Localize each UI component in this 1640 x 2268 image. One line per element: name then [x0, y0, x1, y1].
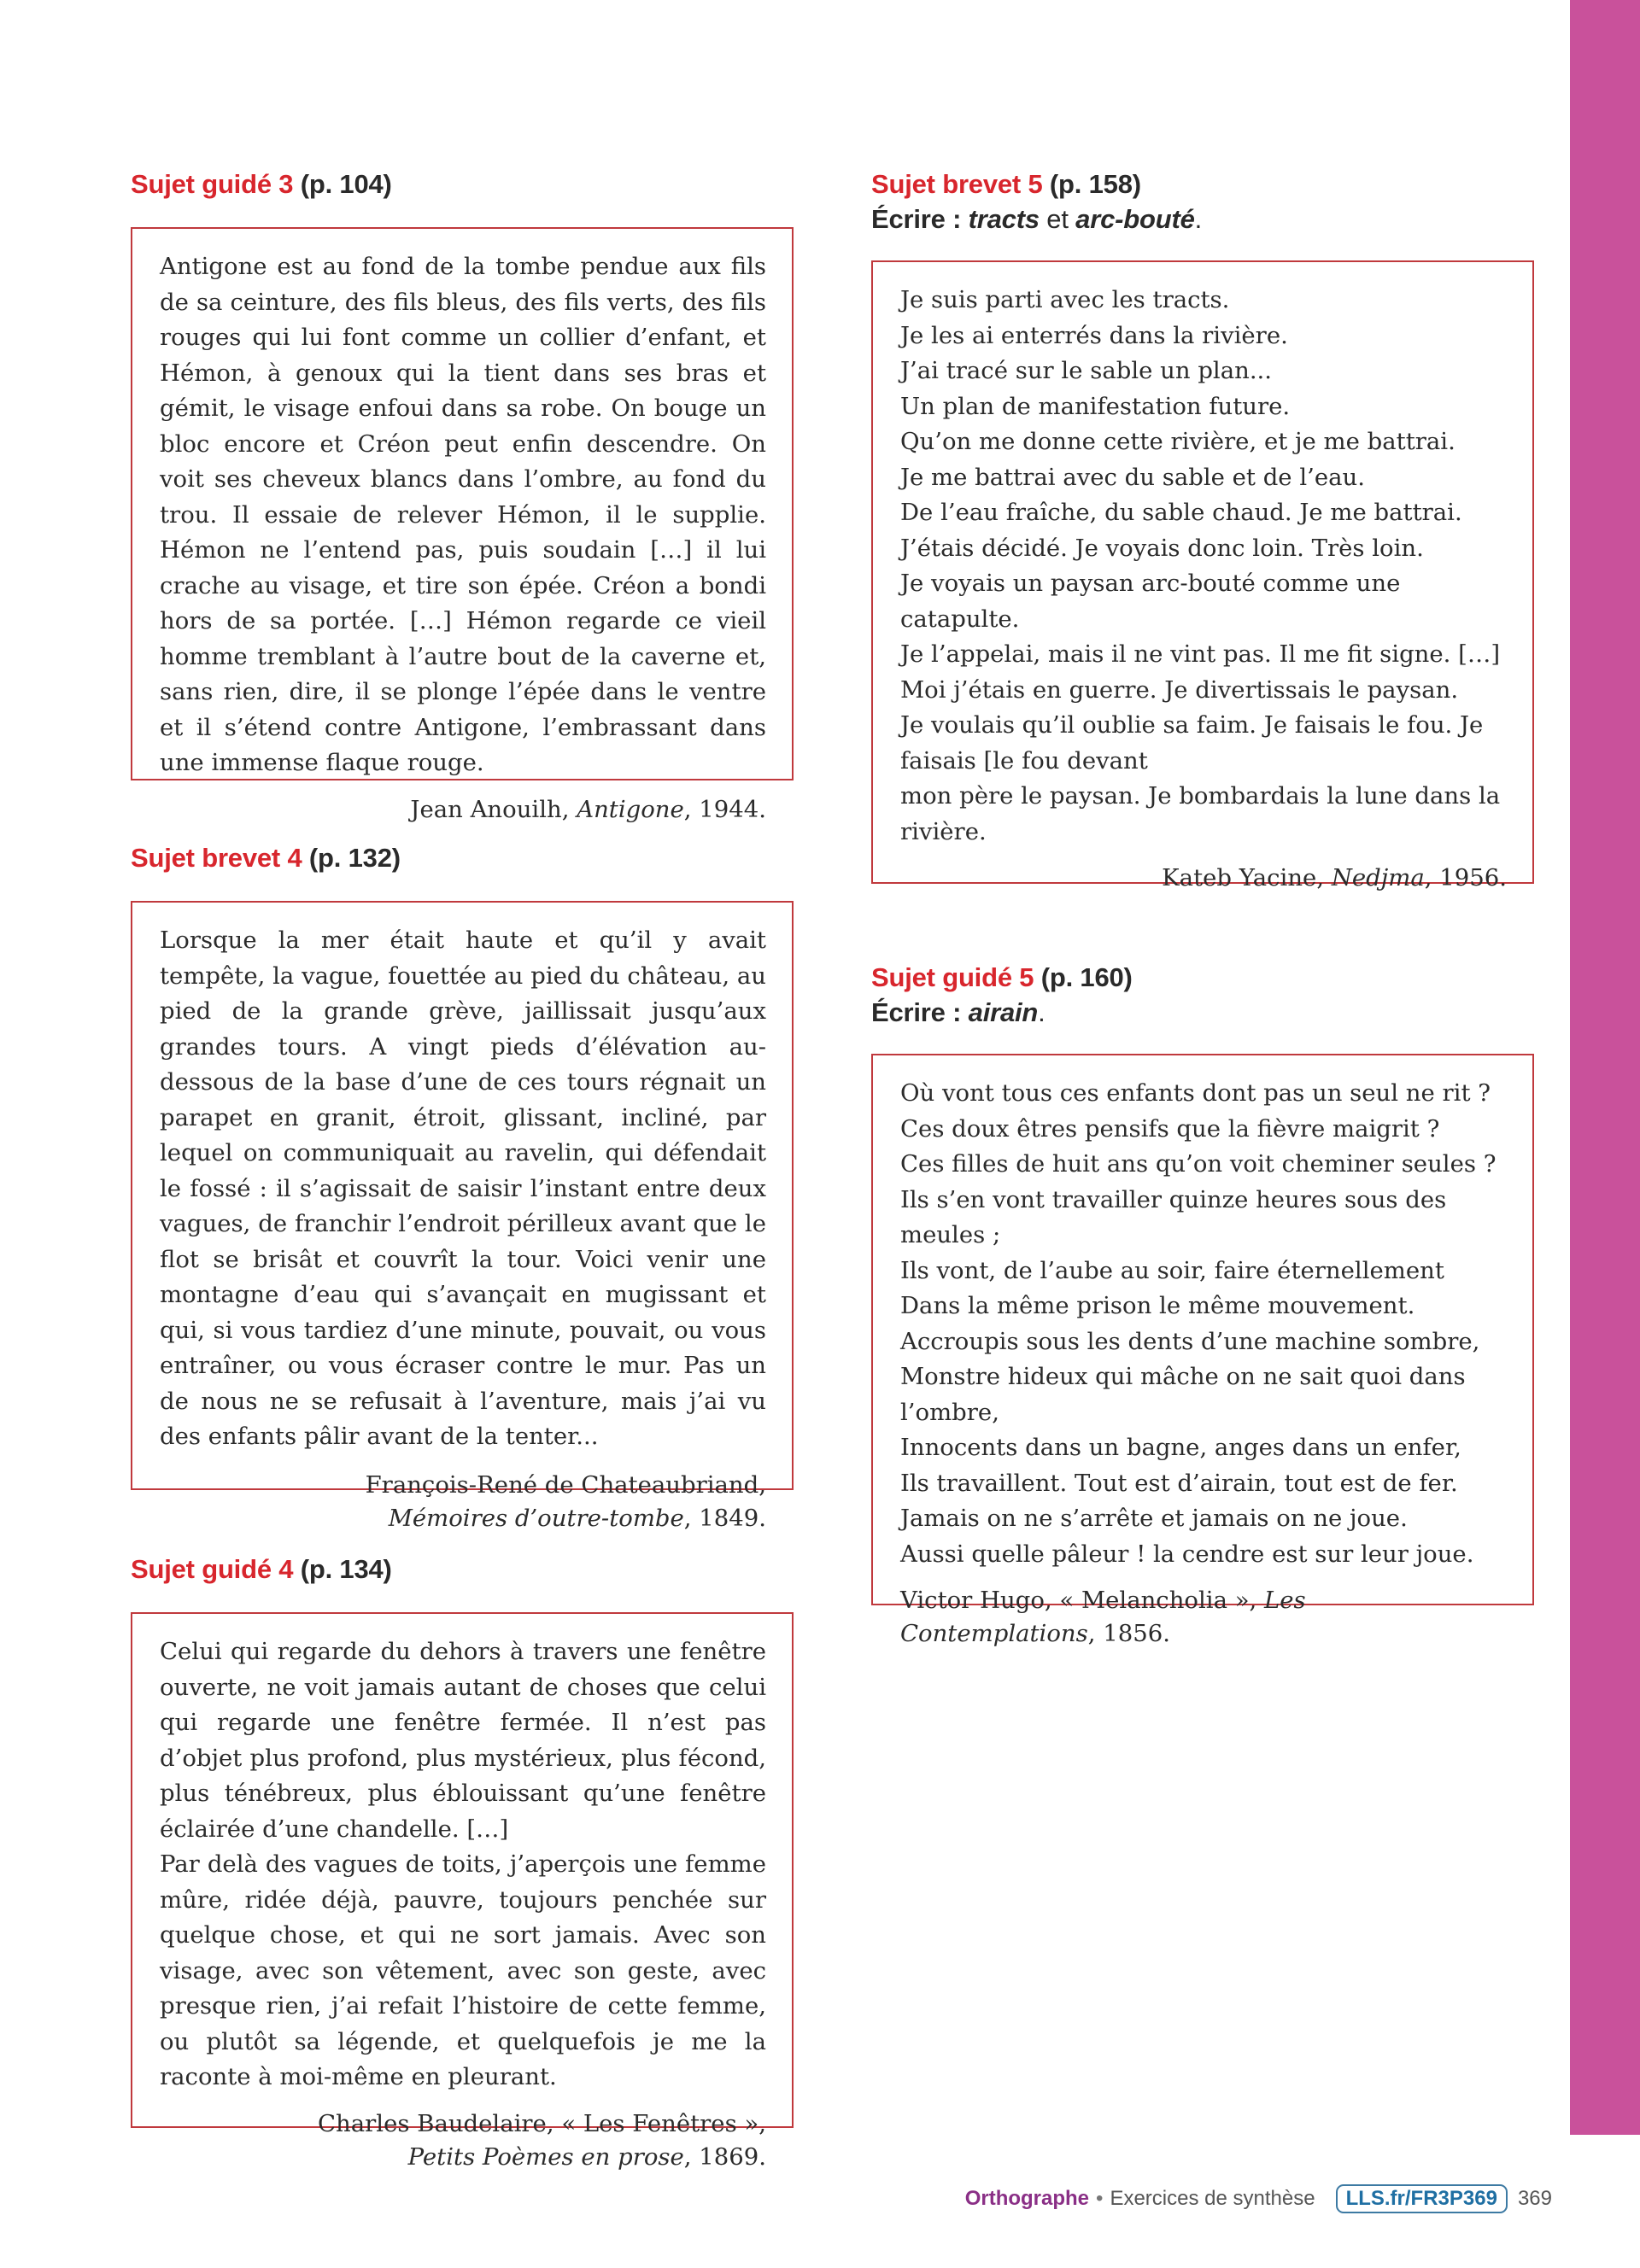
- poem-line: De l’eau fraîche, du sable chaud. Je me battrai.: [900, 499, 1462, 526]
- source-work: Antigone: [577, 795, 684, 823]
- poem-line: Je l’appelai, mais il ne vint pas. Il me fit signe. […]: [900, 640, 1501, 668]
- instruction-word-2: arc-bouté: [1075, 204, 1195, 234]
- poem-line: Ils s’en vont travailler quinze heures sous des meules ;: [900, 1185, 1447, 1248]
- page-number: 369: [1517, 2187, 1552, 2210]
- poem-line: Ces filles de huit ans qu’on voit cheminer seules ?: [900, 1150, 1496, 1178]
- poem-line: J’ai tracé sur le sable un plan...: [900, 357, 1273, 384]
- source-author: Kateb Yacine,: [1162, 864, 1332, 891]
- poem-line: Je les ai enterrés dans la rivière.: [900, 321, 1288, 349]
- source-author: Jean Anouilh,: [410, 795, 577, 823]
- excerpt-paragraph-2: Par delà des vagues de toits, j’aperçois une femme mûre, ridée déjà, pauvre, toujours penchée sur quelque chose, et qui ne sort jamais. Avec son visage, avec son vêtement, avec son geste, avec presque rien, j’ai refait l’histoire de cette femme, ou plutôt sa légende, et quelquefois je me la raconte à moi-même en pleurant.: [160, 1850, 766, 2090]
- source-author: François-René de Chateaubriand,: [365, 1470, 766, 1499]
- poem-box: [871, 1054, 1534, 1647]
- poem-lines: [900, 283, 1507, 850]
- poem-line: Je voyais un paysan arc-bouté comme une catapulte.: [900, 570, 1401, 633]
- source-author: Charles Baudelaire, « Les Fenêtres »,: [318, 2109, 766, 2137]
- heading: [131, 840, 794, 875]
- section-sujet-brevet-4: [131, 840, 794, 1532]
- source-year: , 1944.: [683, 795, 766, 823]
- poem-line: Qu’on me donne cette rivière, et je me battrai.: [900, 428, 1456, 455]
- section-sujet-guide-4: [131, 1552, 794, 2171]
- source-work: Mémoires d’outre-tombe: [388, 1504, 684, 1532]
- source: [900, 1584, 1507, 1651]
- footer-chapter: Orthographe: [964, 2187, 1090, 2210]
- heading-page-ref: (p. 158): [1042, 169, 1141, 199]
- footer-section: Exercices de synthèse: [1110, 2187, 1315, 2210]
- poem-line: Moi j’étais en guerre. Je divertissais le paysan.: [900, 675, 1459, 704]
- heading-instruction: [871, 202, 1534, 237]
- heading: [871, 167, 1534, 237]
- source-year: , 1849.: [683, 1504, 766, 1532]
- instruction-word: airain: [968, 997, 1039, 1027]
- poem-line: Où vont tous ces enfants dont pas un seul ne rit ?: [900, 1079, 1491, 1107]
- source-work: Nedjma: [1331, 864, 1425, 891]
- source-year: , 1956.: [1424, 864, 1507, 891]
- poem-line: Ces doux êtres pensifs que la fièvre maigrit ?: [900, 1114, 1440, 1143]
- excerpt-text: Lorsque la mer était haute et qu’il y avait tempête, la vague, fouettée au pied du château, au pied de la grande grève, jaillissait jusqu’aux grandes tours. A vingt pieds d’élévation au-dessous de la base d’une de ces tours régnait un parapet en granit, étroit, glissant, incliné, par lequel on communiquait au ravelin, qui défendait le fossé : il s’agissait de saisir l’instant entre deux vagues, de franchir l’endroit périlleux avant que le flot se brisât et couvrît la tour. Voici venir une montagne d’eau qui s’avançait en mugissant et qui, si vous tardiez d’une minute, pouvait, ou vous entraîner, ou vous écraser contre le mur. Pas un de nous ne se refusait à l’aventure, mais j’ai vu des enfants pâlir avant de la tenter...: [160, 926, 766, 1450]
- source: [160, 2107, 766, 2174]
- text-box: [131, 901, 794, 1532]
- instruction-period: .: [1038, 997, 1046, 1027]
- heading: [131, 167, 794, 202]
- heading: [131, 1552, 794, 1587]
- excerpt-paragraph-1: Celui qui regarde du dehors à travers une fenêtre ouverte, ne voit jamais autant de choses que celui qui regarde une fenêtre fermée. Il n’est pas d’objet plus profond, plus mystérieux, plus fécond, plus ténébreux, plus éblouissant qu’une fenêtre éclairée d’une chandelle. […]: [160, 1638, 766, 1843]
- poem-line: Ils vont, de l’aube au soir, faire éternellement: [900, 1256, 1444, 1284]
- poem-line: Je suis parti avec les tracts.: [900, 286, 1230, 313]
- instruction-word-1: tracts: [968, 204, 1040, 234]
- poem-line: Jamais on ne s’arrête et jamais on ne joue.: [900, 1505, 1408, 1532]
- poem-lines: [900, 1076, 1507, 1572]
- poem-line: Monstre hideux qui mâche on ne sait quoi dans l’ombre,: [900, 1363, 1466, 1426]
- heading-page-ref: (p. 132): [302, 843, 401, 873]
- heading-label: Sujet guidé 4: [131, 1554, 294, 1584]
- text-box: [131, 227, 794, 823]
- poem-line: Je voulais qu’il oublie sa faim. Je faisais le fou. Je faisais [le fou devant: [900, 711, 1484, 775]
- section-sujet-guide-3: [131, 167, 794, 823]
- heading-instruction: [871, 995, 1534, 1030]
- poem-line: Je me battrai avec du sable et de l’eau.: [900, 463, 1365, 491]
- page-footer: [965, 2181, 1552, 2217]
- poem-line: mon père le paysan. Je bombardais la lune dans la rivière.: [900, 782, 1501, 845]
- footer-separator: •: [1096, 2187, 1104, 2210]
- source-year: , 1856.: [1087, 1620, 1170, 1647]
- poem-line: Aussi quelle pâleur ! la cendre est sur leur joue.: [900, 1540, 1474, 1568]
- source-work: Petits Poèmes en prose: [407, 2142, 684, 2171]
- section-sujet-brevet-5: [871, 167, 1534, 891]
- source-author: Victor Hugo, « Melancholia »,: [900, 1587, 1265, 1614]
- instruction-period: .: [1194, 204, 1203, 234]
- source: [160, 793, 766, 827]
- poem-line: J’étais décidé. Je voyais donc loin. Très loin.: [900, 534, 1424, 562]
- poem-box: [871, 260, 1534, 891]
- heading-label: Sujet brevet 4: [131, 843, 302, 873]
- poem-line: Un plan de manifestation future.: [900, 392, 1291, 420]
- instruction-conj: et: [1039, 204, 1076, 234]
- footer-link-button[interactable]: LLS.fr/FR3P369: [1336, 2184, 1508, 2213]
- section-sujet-guide-5: [871, 960, 1534, 1647]
- source-work: Les Contemplations: [900, 1587, 1306, 1647]
- heading-page-ref: (p. 134): [293, 1554, 392, 1584]
- poem-line: Ils travaillent. Tout est d’airain, tout est de fer.: [900, 1469, 1458, 1497]
- heading-label: Sujet guidé 3: [131, 169, 294, 199]
- poem-line: Accroupis sous les dents d’une machine sombre,: [900, 1327, 1480, 1355]
- heading-label: Sujet brevet 5: [871, 169, 1043, 199]
- excerpt-text: Antigone est au fond de la tombe pendue aux fils de sa ceinture, des fils bleus, des fils verts, des fils rouges qui lui font comme un collier d’enfant, et Hémon, à genoux qui la tient dans ses bras et gémit, le visage enfoui dans sa robe. On bouge un bloc encore et Créon peut enfin descendre. On voit ses cheveux blancs dans l’ombre, au fond du trou. Il essaie de relever Hémon, il le supplie. Hémon ne l’entend pas, puis soudain […] il lui crache au visage, et tire son épée. Créon a bondi hors de sa portée. […] Hémon regarde ce vieil homme tremblant à l’autre bout de la caverne et, sans rien, dire, il se plonge l’épée dans le ventre et il s’étend contre Antigone, l’embrassant dans une immense flaque rouge.: [160, 253, 766, 776]
- text-box: [131, 1612, 794, 2171]
- source-year: , 1869.: [683, 2142, 766, 2171]
- heading-page-ref: (p. 104): [293, 169, 392, 199]
- instruction-prefix: Écrire :: [871, 204, 969, 234]
- source: [160, 1469, 766, 1535]
- heading: [871, 960, 1534, 1030]
- heading-page-ref: (p. 160): [1034, 962, 1133, 992]
- poem-line: Innocents dans un bagne, anges dans un enfer,: [900, 1434, 1461, 1461]
- heading-label: Sujet guidé 5: [871, 962, 1034, 992]
- source: [900, 862, 1507, 895]
- poem-line: Dans la même prison le même mouvement.: [900, 1292, 1415, 1319]
- side-color-band: [1570, 0, 1640, 2135]
- instruction-prefix: Écrire :: [871, 997, 969, 1027]
